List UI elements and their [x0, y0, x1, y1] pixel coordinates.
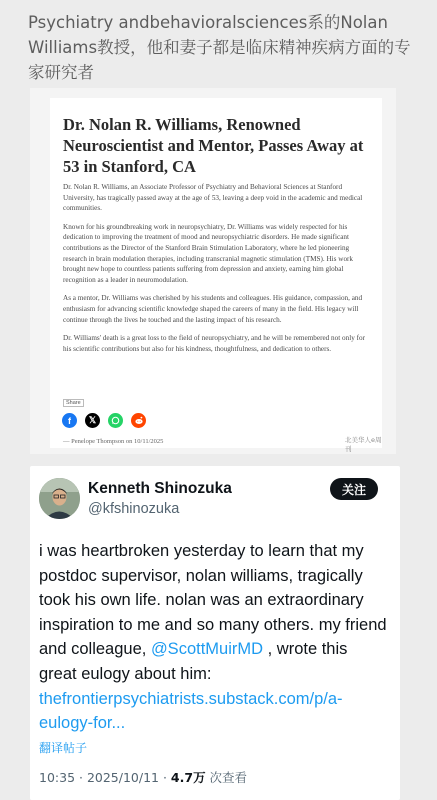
reddit-icon[interactable]	[131, 413, 146, 428]
article-paragraph: Dr. Williams' death is a great loss to the field of neuropsychiatry, and he will be remembered not only for his scientific contributions but also for his kindness, thoughtfulness, and dedication to others.	[63, 334, 365, 353]
author-name[interactable]: Kenneth Shinozuka	[88, 480, 232, 497]
article-link[interactable]: thefrontierpsychiatrists.substack.com/p/a-eulogy-for...	[39, 689, 343, 733]
tweet-text	[39, 539, 389, 736]
author-handle[interactable]: @kfshinozuka	[88, 501, 180, 517]
tweet-text-part: i was heartbroken yesterday to learn that my postdoc supervisor, nolan williams, tragically took his own life. nolan was an extraordinary inspiration to me and so many others. my friend and colleague,	[39, 542, 387, 659]
whatsapp-icon[interactable]	[108, 413, 123, 428]
article-byline: — Penelope Thompson on 10/11/2025	[63, 438, 164, 445]
x-icon[interactable]: 𝕏	[85, 413, 100, 428]
article-paragraph: Dr. Nolan R. Williams, an Associate Professor of Psychiatry and Behavioral Sciences at Stanford University, has tragically passed away at the age of 53, leaving a deep void in the academic and medical communities.	[63, 183, 363, 213]
tweet-card	[30, 466, 400, 800]
watermark: 北美华人e周刊	[345, 436, 382, 453]
article-paragraph: Known for his groundbreaking work in neuropsychiatry, Dr. Williams was widely respected for his dedication to improving the treatment of mood and neuropsychiatric disorders. He made significant contributions as the Director of the Stanford Brain Stimulation Laboratory, where he led pioneering research in brain modulation therapies, including transcranial magnetic stimulation (TMS). His work brought new hope to countless patients suffering from depression and anxiety, earning him global recognition as a leader in neuromodulation.	[63, 222, 354, 284]
tweet-text-part: , wrote this great eulogy about him:	[39, 640, 348, 683]
mention-link[interactable]: @ScottMuirMD	[150, 640, 264, 659]
article-page	[50, 98, 382, 453]
tweet-meta	[39, 768, 247, 786]
follow-button[interactable]: 关注	[330, 478, 378, 500]
share-buttons	[62, 413, 146, 428]
post-caption: Psychiatry andbehavioralsciences系的Nolan Williams教授，他和妻子都是临床精神疾病方面的专家研究者	[28, 13, 411, 82]
article-screenshot	[30, 88, 396, 454]
view-count: 4.7万	[170, 770, 206, 785]
avatar[interactable]	[39, 478, 80, 519]
article-paragraph: As a mentor, Dr. Williams was cherished by his students and colleagues. His guidance, compassion, and enthusiasm for advancing scientific knowledge shaped the careers of many in the field. His legacy will continue through the lives he touched and the lasting impact of his research.	[63, 294, 363, 324]
share-label: Share	[63, 399, 84, 407]
article-title: Dr. Nolan R. Williams, Renowned Neuroscientist and Mentor, Passes Away at 53 in Stanford, CA	[63, 115, 364, 176]
tweet-timestamp[interactable]: 10:35 · 2025/10/11 ·	[39, 770, 171, 785]
article-body	[63, 182, 373, 362]
view-label: 次查看	[205, 770, 248, 785]
translate-post-link[interactable]: 翻译帖子	[39, 741, 88, 755]
facebook-icon[interactable]: f	[62, 413, 77, 428]
